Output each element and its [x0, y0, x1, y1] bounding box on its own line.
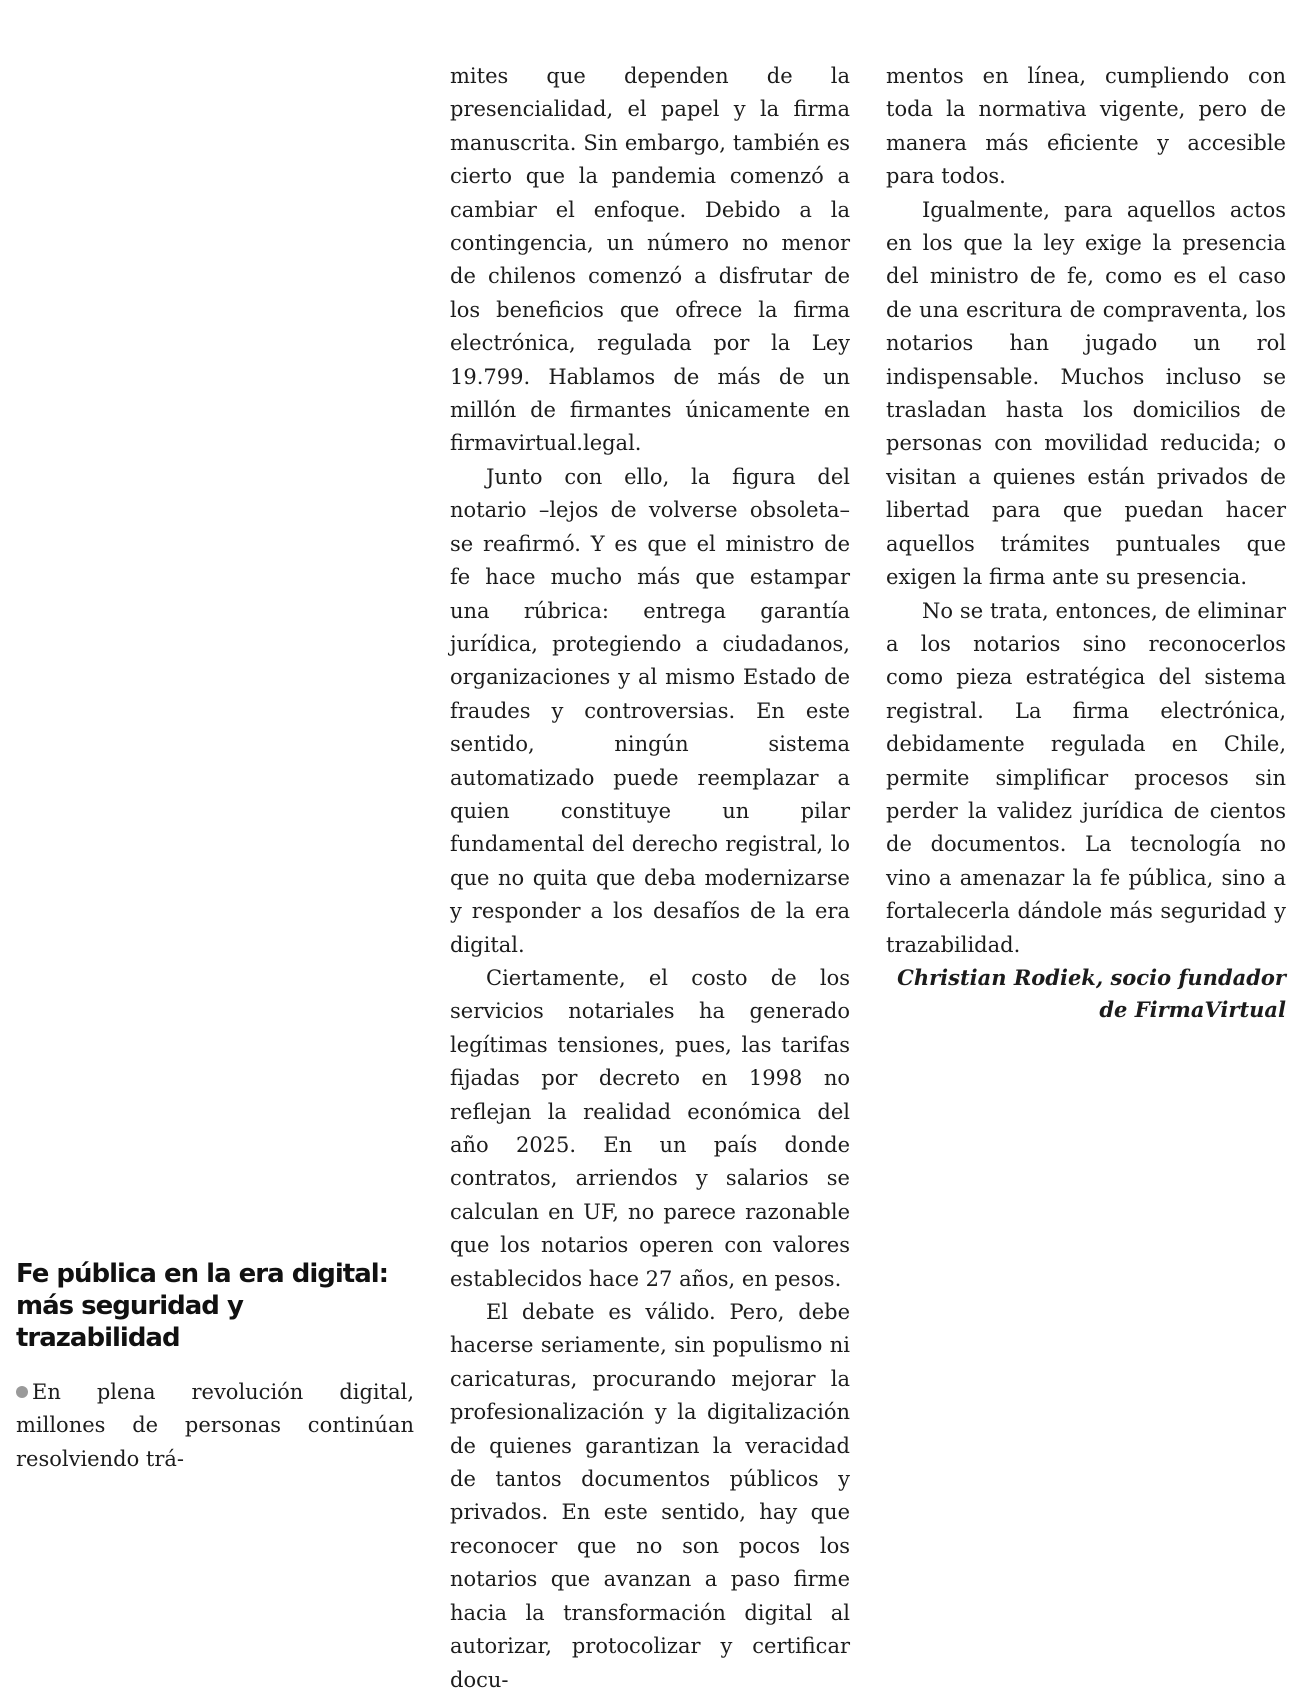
- paragraph-1-start: [16, 1376, 414, 1476]
- paragraph-4-continuation: mentos en línea, cumpliendo con toda la normativa vigente, pero de manera más eficiente y accesible para todos.: [886, 64, 1286, 189]
- paragraph-1-start-text: En plena revolución digital, millones de personas continúan resolviendo trá-: [16, 1380, 414, 1471]
- column-right: [886, 60, 1286, 1026]
- paragraph-4-start: El debate es válido. Pero, debe hacerse seriamente, sin populismo ni caricaturas, procurando mejorar la profesionalización y la digitalización de quienes garantizan la veracidad de tantos documentos públicos y privados. En este sentido, hay que reconocer que no son pocos los notarios que avanzan a paso firme hacia la transformación digital al autorizar, protocolizar y certificar docu-: [450, 1300, 850, 1692]
- article-headline: Fe pública en la era digital: más seguridad y trazabilidad: [16, 1259, 389, 1353]
- paragraph-6: No se trata, entonces, de eliminar a los notarios sino reconocerlos como pieza estratégica del sistema registral. La firma electrónica, debidamente regulada en Chile, permite simplificar procesos sin perder la validez jurídica de cientos de documentos. La tecnología no vino a amenazar la fe pública, sino a fortalecerla dándole más seguridad y trazabilidad.: [886, 598, 1286, 957]
- paragraph-5: Igualmente, para aquellos actos en los que la ley exige la presencia del ministro de fe, como es el caso de una escritura de compraventa, los notarios han jugado un rol indispensable. Muchos incluso se trasladan hasta los domicilios de personas con movilidad reducida; o visitan a quienes están privados de libertad para que puedan hacer aquellos trámites puntuales que exigen la firma ante su presencia.: [886, 197, 1286, 590]
- column-middle: [450, 60, 850, 1697]
- paragraph-2: Junto con ello, la figura del notario –lejos de volverse obsoleta– se reafirmó. Y es que el ministro de fe hace mucho más que estampar una rúbrica: entrega garantía jurídica, protegiendo a ciudadanos, organizaciones y al mismo Estado de fraudes y controversias. En este sentido, ningún sistema automatizado puede reemplazar a quien constituye un pilar fundamental del derecho registral, lo que no quita que deba modernizarse y responder a los desafíos de la era digital.: [450, 464, 850, 957]
- author-signature: Christian Rodiek, socio fundador de FirmaVirtual: [897, 964, 1286, 1022]
- paragraph-3: Ciertamente, el costo de los servicios notariales ha generado legítimas tensiones, pues, las tarifas fijadas por decreto en 1998 no reflejan la realidad económica del año 2025. En un país donde contratos, arriendos y salarios se calculan en UF, no parece razonable que los notarios operen con valores establecidos hace 27 años, en pesos.: [450, 965, 850, 1291]
- bullet-dot-icon: [16, 1386, 28, 1398]
- paragraph-1-continuation: mites que dependen de la presencialidad, el papel y la firma manuscrita. Sin embargo, también es cierto que la pandemia comenzó a cambiar el enfoque. Debido a la contingencia, un número no menor de chilenos comenzó a disfrutar de los beneficios que ofrece la firma electrónica, regulada por la Ley 19.799. Hablamos de más de un millón de firmantes únicamente en firmavirtual.legal.: [450, 64, 850, 456]
- column-left: [16, 1258, 414, 1476]
